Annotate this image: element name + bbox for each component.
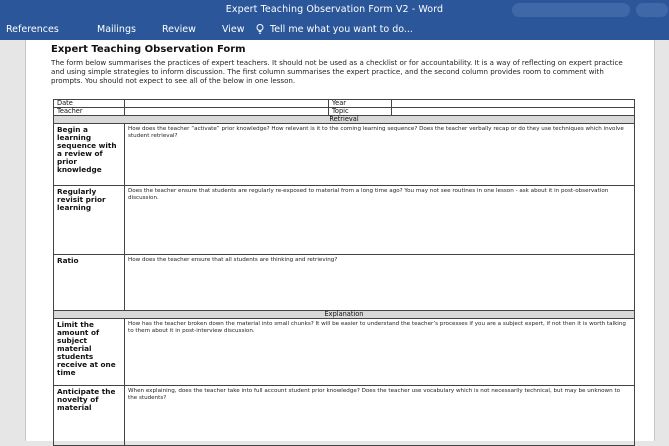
table-row — [54, 124, 635, 186]
section-header — [54, 116, 635, 124]
section-title-retrieval: Retrieval — [54, 116, 635, 124]
tab-review[interactable]: Review — [162, 24, 196, 35]
practice-label: Ratio — [54, 255, 125, 311]
teacher-label: Teacher — [54, 108, 125, 116]
prompt-cell[interactable]: How has the teacher broken down the material into small chunks? It will be easier to understand the teacher’s processes if you are a subject expert, if not then it is worth talking to them about it in post-interview discussion. — [125, 319, 635, 386]
window-controls[interactable] — [636, 3, 668, 17]
section-header — [54, 311, 635, 319]
title-bar — [0, 0, 669, 20]
prompt-cell[interactable]: How does the teacher “activate” prior knowledge? How relevant is it to the coming learning sequence? Does the teacher verbally recap or do they use techniques which involve student retrieval? — [125, 124, 635, 186]
tell-me-box[interactable] — [256, 24, 413, 35]
practice-label: Limit the amount of subject material students receive at one time — [54, 319, 125, 386]
prompt-cell[interactable]: How does the teacher ensure that all students are thinking and retrieving? — [125, 255, 635, 311]
date-field[interactable] — [125, 100, 329, 108]
document-page — [25, 40, 655, 441]
topic-field[interactable] — [392, 108, 635, 116]
lightbulb-icon — [256, 24, 264, 34]
tab-mailings[interactable]: Mailings — [97, 24, 136, 35]
topic-label: Topic — [329, 108, 392, 116]
page-title: Expert Teaching Observation Form — [51, 44, 246, 55]
table-row — [54, 186, 635, 255]
table-row — [54, 255, 635, 311]
practice-label: Anticipate the novelty of material — [54, 386, 125, 446]
window-title: Expert Teaching Observation Form V2 - Word — [225, 4, 444, 15]
teacher-field[interactable] — [125, 108, 329, 116]
table-row — [54, 319, 635, 386]
year-field[interactable] — [392, 100, 635, 108]
tell-me-text: Tell me what you want to do... — [270, 24, 413, 35]
section-title-explanation: Explanation — [54, 311, 635, 319]
practice-label: Regularly revisit prior learning — [54, 186, 125, 255]
year-label: Year — [329, 100, 392, 108]
intro-paragraph: The form below summarises the practices of expert teachers. It should not be used as a checklist or for accountability. It is a way of reflecting on expert practice and using simple strategies to inform discussion. The first column summarises the expert practice, and the second column provides room to comment with prompts. You should not expect to see all of the below in one lesson. — [51, 58, 623, 85]
date-label: Date — [54, 100, 125, 108]
tab-references[interactable]: References — [6, 24, 59, 35]
practice-label: Begin a learning sequence with a review of prior knowledge — [54, 124, 125, 186]
observation-table — [53, 99, 635, 446]
prompt-cell[interactable]: Does the teacher ensure that students are regularly re-exposed to material from a long time ago? You may not see routines in one lesson - ask about it in post-observation discussion. — [125, 186, 635, 255]
tab-view[interactable]: View — [222, 24, 245, 35]
account-area — [512, 3, 630, 17]
table-row — [54, 386, 635, 446]
prompt-cell[interactable]: When explaining, does the teacher take into full account student prior knowledge? Does the teacher use vocabulary which is not necessarily technical, but may be unknown to the students? — [125, 386, 635, 446]
ribbon-tabs — [0, 20, 669, 40]
